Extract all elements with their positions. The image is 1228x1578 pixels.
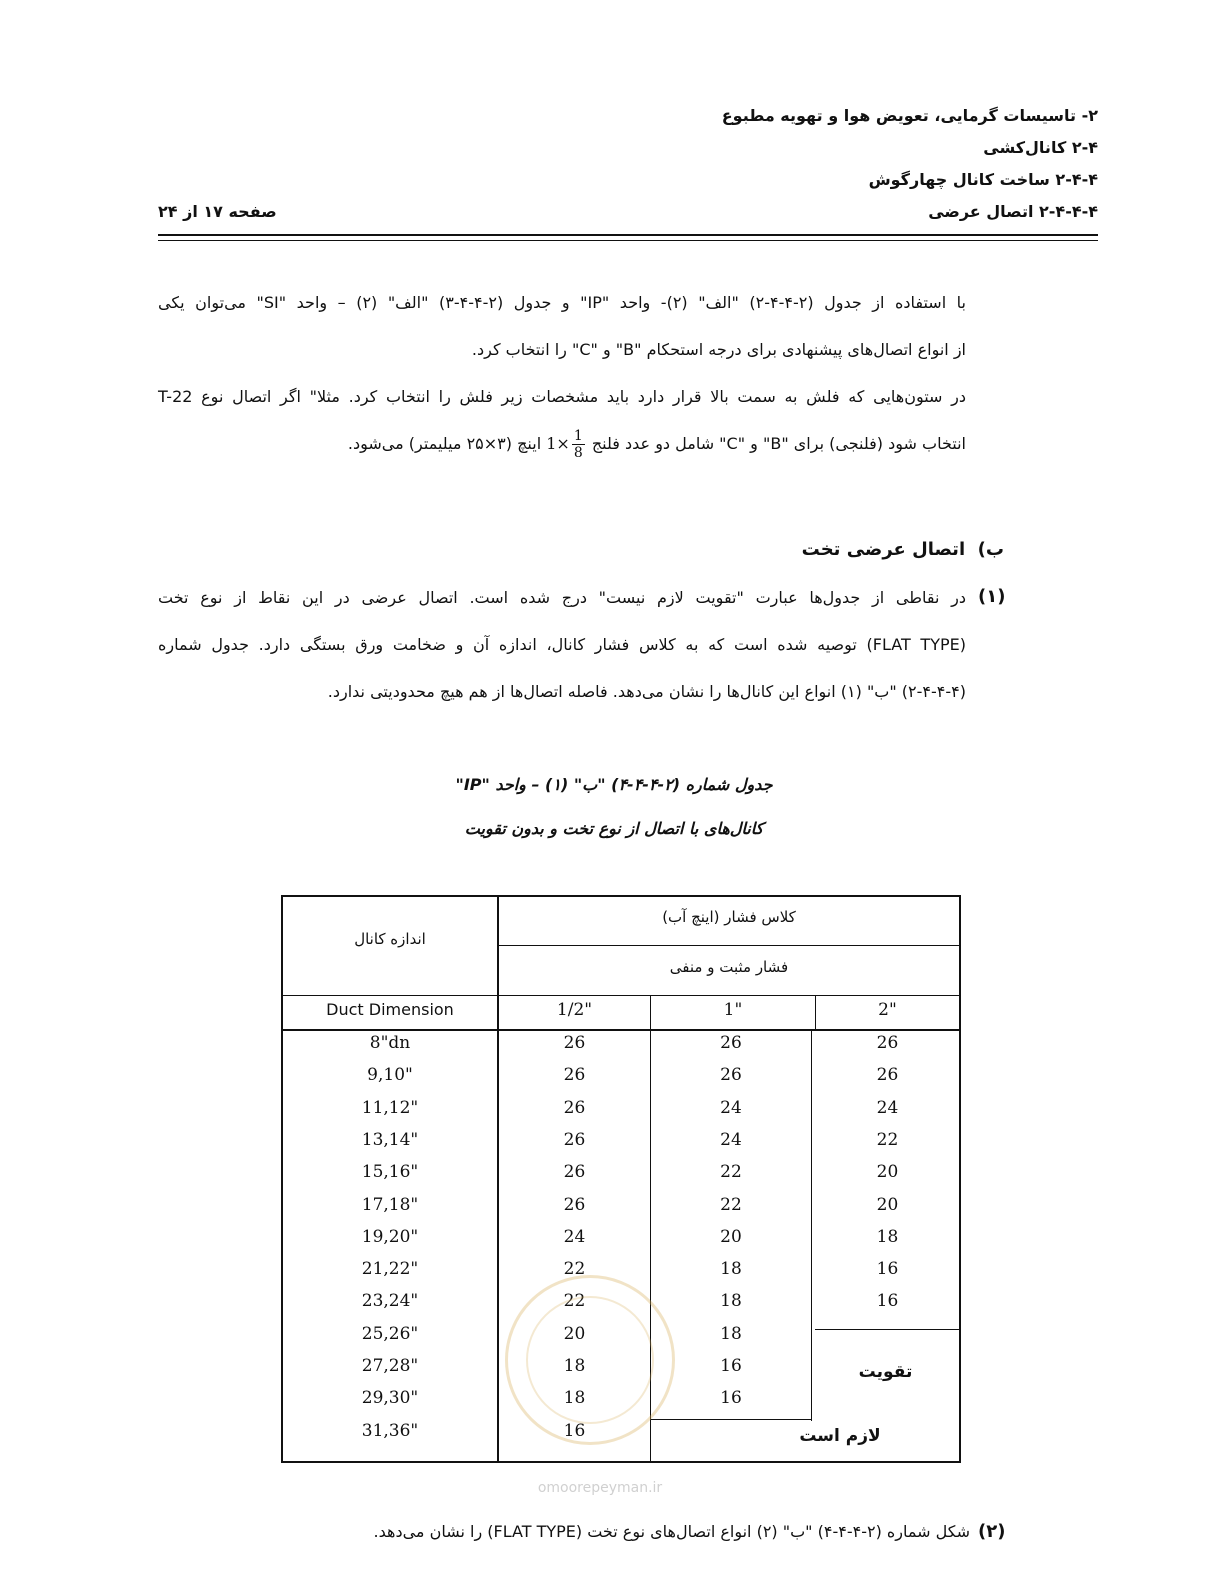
- table-cell-two: 26: [876, 1033, 899, 1053]
- watermark-seal: [505, 1275, 675, 1445]
- header-col-half: 1/2": [556, 1000, 593, 1020]
- table-cell-half: 26: [563, 1162, 586, 1183]
- table-cell-one: 24: [720, 1129, 742, 1150]
- section-title: [802, 534, 1004, 566]
- table-cell-half: 24: [563, 1226, 586, 1247]
- fraction: [572, 428, 585, 461]
- table-cell-size: 11,12": [361, 1097, 419, 1118]
- table-cell-size: 27,28": [361, 1356, 419, 1376]
- table-cell-one: 22: [720, 1162, 742, 1183]
- table-divider: [815, 1329, 959, 1330]
- header-size-fa: اندازه کانال: [354, 930, 426, 948]
- header-topic: ۲-۴-۴-۴ اتصال عرضی: [928, 202, 1098, 221]
- fraction-denominator: 8: [573, 445, 583, 461]
- page-number: صفحه ۱۷ از ۲۴: [158, 202, 277, 221]
- section-letter: ب): [977, 539, 1004, 560]
- table-cell-size: 19,20": [361, 1226, 419, 1247]
- item1-line: (FLAT TYPE) توصیه شده است که به کلاس فشار کانال، اندازه آن و ضخامت ورق بستگی دارد. جدول شماره: [158, 635, 966, 654]
- table-caption: جدول شماره (۲-۴-۴-۴) "ب" (۱) – واحد "IP": [455, 775, 773, 794]
- header-rule-thin: [158, 240, 1098, 241]
- table-cell-two: 20: [876, 1162, 899, 1183]
- item2-line: شکل شماره (۲-۴-۴-۴) "ب" (۲) انواع اتصال‌های نوع تخت (FLAT TYPE) را نشان می‌دهد.: [373, 1522, 970, 1541]
- table-cell-size: 15,16": [361, 1162, 419, 1183]
- item1-line: در نقاطی از جدول‌ها عبارت "تقویت لازم نیست" درج شده است. اتصال عرضی در این نقاط از نوع تخت: [158, 588, 966, 607]
- table-cell-half: 26: [563, 1194, 586, 1215]
- table-cell-two: 22: [876, 1129, 899, 1150]
- table-cell-half: 20: [563, 1323, 586, 1344]
- table-cell-half: 26: [563, 1097, 586, 1118]
- intro-paragraph: [158, 279, 966, 467]
- table-cell-half: 22: [563, 1291, 586, 1312]
- table-cell-one: 26: [720, 1033, 742, 1053]
- table-cell-one: 26: [720, 1065, 742, 1086]
- table-cell-half: 16: [563, 1420, 586, 1441]
- header-pressure-class: کلاس فشار (اینچ آب): [662, 908, 796, 926]
- table-cell-size: 31,36": [361, 1420, 419, 1441]
- item-number: (۲): [978, 1521, 1006, 1542]
- header-pressure-type: فشار مثبت و منفی: [669, 958, 789, 976]
- item2-paragraph: [158, 1508, 970, 1555]
- watermark-ring: [526, 1296, 654, 1424]
- table-divider: [499, 945, 959, 946]
- header-col-one: 1": [723, 1000, 743, 1020]
- header-size-en: Duct Dimension: [326, 1000, 454, 1019]
- note-reinforcement: تقویت: [858, 1362, 913, 1382]
- table-cell-size: 21,22": [361, 1259, 419, 1280]
- fraction-multiplier: ×1: [546, 434, 570, 453]
- table-cell-size: 17,18": [361, 1194, 419, 1215]
- note-required: لازم است: [799, 1426, 881, 1446]
- table-divider: [283, 1029, 959, 1031]
- table-cell-one: 18: [720, 1259, 742, 1280]
- header-rule: [158, 234, 1098, 236]
- table-cell-two: 16: [876, 1291, 899, 1312]
- header-chapter: ۲- تاسیسات گرمایی، تعویض هوا و تهویه مطبوع: [721, 106, 1098, 125]
- fraction-numerator: 1: [573, 428, 583, 444]
- table-cell-half: 18: [563, 1356, 586, 1376]
- item1-line: (۲-۴-۴-۴) "ب" (۱) انواع این کانال‌ها را نشان می‌دهد. فاصله اتصال‌ها از هم هیچ محدودیتی ندارد.: [327, 682, 966, 701]
- table-cell-two: 24: [876, 1097, 899, 1118]
- table-cell-one: 16: [720, 1388, 742, 1409]
- table-cell-one: 18: [720, 1323, 742, 1344]
- watermark-site: omoorepeyman.ir: [537, 1480, 663, 1496]
- table-cell-one: 16: [720, 1356, 742, 1376]
- item1-paragraph: [158, 574, 966, 715]
- intro-line: با استفاده از جدول (۲-۴-۴-۲) "الف" (۲)- واحد "IP" و جدول (۲-۴-۴-۳) "الف" (۲) – واحد "SI" می‌توان یکی: [158, 293, 967, 312]
- page-header: [158, 100, 1098, 228]
- intro-line: در ستون‌هایی که فلش به سمت بالا قرار دارد باید مشخصات زیر فلش را انتخاب کرد. مثلا" اگر اتصال نوع T-22: [158, 387, 966, 406]
- table-cell-half: 18: [563, 1388, 586, 1409]
- table-cell-one: 24: [720, 1097, 742, 1118]
- table-cell-size: 8"dn: [369, 1033, 411, 1053]
- table-subcaption: کانال‌های با اتصال از نوع تخت و بدون تقویت: [464, 819, 764, 838]
- table-cell-two: 20: [876, 1194, 899, 1215]
- section-heading: اتصال عرضی تخت: [801, 539, 966, 560]
- table-cell-half: 22: [563, 1259, 586, 1280]
- header-subsection: ۲-۴-۴ ساخت کانال چهارگوش: [868, 170, 1098, 189]
- table-divider: [650, 1419, 812, 1420]
- table-cell-half: 26: [563, 1065, 586, 1086]
- intro-line-with-fraction: [158, 420, 966, 467]
- table-cell-two: 26: [876, 1065, 899, 1086]
- header-section: ۲-۴ کانال‌کشی: [983, 138, 1098, 157]
- table-cell-one: 22: [720, 1194, 742, 1215]
- table-cell-half: 26: [563, 1033, 586, 1053]
- table-cell-size: 9,10": [367, 1065, 413, 1086]
- header-col-two: 2": [878, 1000, 897, 1020]
- intro-line: از انواع اتصال‌های پیشنهادی برای درجه استحکام "B" و "C" را انتخاب کرد.: [471, 340, 966, 359]
- table-cell-size: 13,14": [361, 1129, 419, 1150]
- table-cell-one: 20: [720, 1226, 742, 1247]
- intro-text: اینچ (۳×۲۵ میلیمتر) می‌شود.: [347, 434, 542, 453]
- table-cell-two: 16: [876, 1259, 899, 1280]
- item-number: (۱): [978, 586, 1006, 607]
- table-cell-one: 18: [720, 1291, 742, 1312]
- table-cell-half: 26: [563, 1129, 586, 1150]
- table-cell-size: 29,30": [361, 1388, 419, 1409]
- table-divider: [283, 995, 959, 996]
- table-cell-size: 23,24": [361, 1291, 419, 1312]
- table-cell-size: 25,26": [361, 1323, 419, 1344]
- table-cell-two: 18: [876, 1226, 899, 1247]
- intro-text: انتخاب شود (فلنجی) برای "B" و "C" شامل دو عدد فلنج: [591, 434, 966, 453]
